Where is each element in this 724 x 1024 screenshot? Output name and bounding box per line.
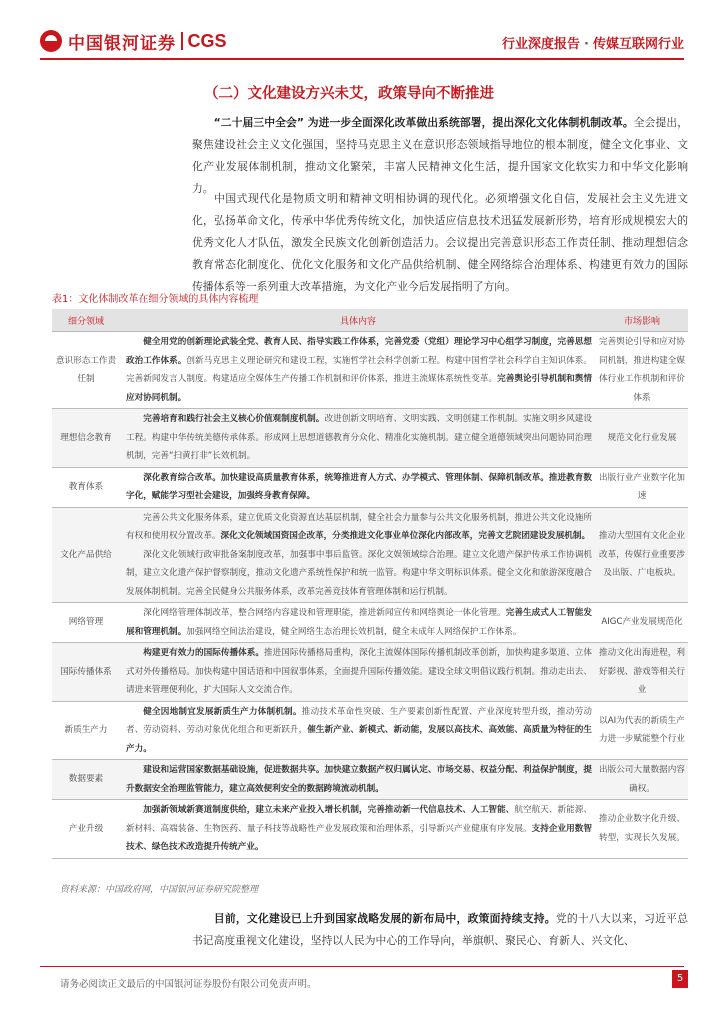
paragraph-1: [192, 112, 688, 200]
table-header-row: [52, 309, 688, 332]
row-area: 理想信念教育: [52, 409, 120, 468]
page-header: [0, 0, 724, 62]
row-impact: 推动企业数字化升级、转型，实现长久发展。: [596, 800, 688, 859]
row-content-text: 深化文化领域行政审批备案制度改革，加强事中事后监管。深化文娱领域综合治理。建立文化遗产保护传承工作协调机制，建立文化遗产保护督察制度，推动文化遗产系统性保护和统一监管。构建中华文明标识体系。健全文化和旅游深度融合发展体制机制。完善全民健身公共服务体系，改革完善竞技体育管理体制和运行机制。: [126, 549, 592, 597]
row-area: 新质生产力: [52, 701, 120, 760]
paragraph-3-body: 党的十八大以来，习近平总书记高度重视文化建设，坚持以人民为中心的工作导向，举旗帜、聚民心、育新人、兴文化、: [192, 912, 688, 947]
row-area: 意识形态工作责任制: [52, 332, 120, 409]
row-content: [120, 760, 596, 800]
row-content-text: 深化网络管理体制改革，整合网络内容建设和管理职能，推进新闻宣传和网络舆论一体化管理。: [143, 608, 506, 618]
page-number: 5: [672, 970, 688, 988]
row-content-text: 航空航天、新能源、新材料、高端装备、生物医药、量子科技等战略性产业发展政策和治理体系，引导新兴产业健康有序发展。: [126, 805, 592, 834]
paragraph-3: [192, 908, 688, 952]
row-impact: 出版行业产业数字化加速: [596, 467, 688, 507]
row-content: [120, 332, 596, 409]
row-impact: 推动文化出海进程，利好影视、游戏等相关行业: [596, 643, 688, 702]
row-content: [120, 507, 596, 603]
row-content-bold: 深化教育综合改革。加快建设高质量教育体系，统筹推进育人方式、办学模式、管理体制、保障机制改革。推进教育数字化，赋能学习型社会建设，加强终身教育保障。: [126, 472, 592, 501]
paragraph-2-body: 中国式现代化是物质文明和精神文明相协调的现代化。必须增强文化自信，发展社会主义先进文化，弘扬革命文化，传承中华优秀传统文化，加快适应信息技术迅猛发展新形势，培育形成规模宏大的优秀文化人才队伍，激发全民族文化创新创造活力。会议提出完善意识形态工作责任制、推动理想信念教育常态化制度化、优化文化服务和文化产品供给机制、健全网络综合治理体系、构建更有效力的国际传播体系等一系列重大改革措施，为文化产业今后发展指明了方向。: [192, 192, 688, 293]
row-content: [120, 603, 596, 643]
row-content-bold: 建设和运营国家数据基础设施，促进数据共享。加快建立数据产权归属认定、市场交易、权益分配、利益保护制度，提升数据安全治理监管能力，建立高效便利安全的数据跨境流动机制。: [126, 765, 592, 794]
table-row: [52, 701, 688, 760]
footer-divider: [40, 966, 684, 967]
row-content-text: 推进国际传播格局重构，深化主流媒体国际传播机制改革创新，加快构建多渠道、立体式对外传播格局。加快构建中国话语和中国叙事体系，全面提升国际传播效能。建设全球文明倡议践行机制。推动走出去、请进来管理便利化，扩大国际人文交流合作。: [126, 648, 592, 695]
row-content-bold: 完善生成式人工智能发展和管理机制。: [126, 608, 592, 637]
row-content-text: 改进创新文明培育、文明实践、文明创建工作机制。实施文明乡风建设工程。构建中华传统美德传承体系。形成网上思想道德教育分众化、精准化实施机制。建立健全道德领域突出问题协同治理机制，完善“扫黄打非”长效机制。: [126, 414, 592, 461]
report-type: 行业深度报告: [502, 37, 581, 52]
row-content-bold: 完善舆论引导机制和舆情应对协同机制。: [126, 374, 592, 403]
row-content-text: 加强网络空间法治建设，健全网络生态治理长效机制，健全未成年人网络保护工作体系。: [186, 626, 522, 637]
table-row: [52, 467, 688, 507]
row-area: 产业升级: [52, 800, 120, 859]
row-impact: 规范文化行业发展: [596, 409, 688, 468]
row-content: [120, 467, 596, 507]
header-separator: ·: [584, 37, 589, 52]
section-title: （二）文化建设方兴未艾，政策导向不断推进: [204, 86, 494, 102]
company-logo: [40, 28, 227, 54]
row-area: 教育体系: [52, 467, 120, 507]
logo-name-cn: 中国银河证券: [68, 33, 176, 54]
row-impact: 完善舆论引导和应对协同机制，推进构建全媒体行业工作机制和评价体系: [596, 332, 688, 409]
row-content-bold: 构建更有效力的国际传播体系。: [143, 648, 265, 658]
report-label: [502, 33, 684, 52]
row-content: [120, 409, 596, 468]
row-content-bold: 完善培育和践行社会主义核心价值观制度机制。: [143, 414, 325, 424]
row-content-text: 完善公共文化服务体系，建立优质文化资源直达基层机制，健全社会力量参与公共文化服务机制，推进公共文化设施所有权和使用权分置改革。: [126, 512, 592, 541]
header-divider: [40, 58, 684, 60]
row-content-text: 创新马克思主义理论研究和建设工程，实施哲学社会科学创新工程。构建中国哲学社会科学自主知识体系。完善新闻发言人制度。构建适应全媒体生产传播工作机制和评价体系，推进主流媒体系统性变革。: [126, 355, 592, 384]
footer-disclaimer: 请务必阅读正文最后的中国银河证券股份有限公司免责声明。: [60, 979, 317, 990]
row-content-text: 推动技术革命性突破、生产要素创新性配置、产业深度转型升级，推动劳动者、劳动资料、劳动对象优化组合和更新跃升，: [126, 706, 592, 735]
row-content-bold: 深化文化领域国资国企改革，分类推进文化事业单位深化内部改革，完善文艺院团建设发展机制。: [220, 531, 591, 541]
row-impact: 推动大型国有文化企业改革，传媒行业重要涉及出版、广电板块。: [596, 507, 688, 603]
paragraph-2: [192, 188, 688, 298]
row-area: 文化产品供给: [52, 507, 120, 603]
table-row: [52, 760, 688, 800]
logo-divider: [181, 32, 183, 50]
logo-name-en: CGS: [187, 30, 227, 51]
table-row: [52, 332, 688, 409]
row-area: 国际传播体系: [52, 643, 120, 702]
table-row: [52, 643, 688, 702]
row-area: 数据要素: [52, 760, 120, 800]
row-content-bold: 支持企业用数智技术、绿色技术改造提升传统产业。: [126, 823, 592, 852]
row-content: [120, 701, 596, 760]
table-row: [52, 800, 688, 859]
logo-mark-icon: [40, 30, 62, 52]
row-content-bold: 催生新产业、新模式、新动能，发展以高技术、高效能、高质量为特征的生产力。: [126, 725, 592, 754]
row-area: 网络管理: [52, 603, 120, 643]
report-industry: 传媒互联网行业: [592, 37, 684, 52]
header-area: 细分领域: [52, 309, 120, 332]
table-row: [52, 409, 688, 468]
header-impact: 市场影响: [596, 309, 688, 332]
paragraph-1-lead: “二十届三中全会” 为进一步全面深化改革做出系统部署，提出深化文化体制机制改革。: [213, 116, 634, 129]
table-source: 资料来源：中国政府网，中国银河证券研究院整理: [60, 885, 259, 895]
row-content: [120, 643, 596, 702]
table-row: [52, 603, 688, 643]
table-caption: 表1：文化体制改革在细分领域的具体内容梳理: [52, 294, 259, 305]
table-row: [52, 507, 688, 603]
row-impact: AIGC产业发展规范化: [596, 603, 688, 643]
row-impact: 出版公司大量数据内容确权。: [596, 760, 688, 800]
reform-table: [52, 309, 688, 859]
paragraph-3-lead: 目前，文化建设已上升到国家战略发展的新布局中，政策面持续支持。: [213, 912, 556, 925]
row-content-bold: 健全用党的创新理论武装全党、教育人民、指导实践工作体系，完善党委（党组）理论学习中心组学习制度，完善思想政治工作体系。: [126, 337, 592, 366]
row-content: [120, 800, 596, 859]
paragraph-1-body: 全会提出，聚焦建设社会主义文化强国，坚持马克思主义在意识形态领域指导地位的根本制度，健全文化事业、文化产业发展体制机制，推动文化繁荣，丰富人民精神文化生活，提升国家文化软实力和中华文化影响力。: [192, 116, 688, 195]
header-content: 具体内容: [120, 309, 596, 332]
row-content-bold: 加强新领域新赛道制度供给，建立未来产业投入增长机制，完善推动新一代信息技术、人工智能、: [143, 805, 515, 815]
row-impact: 以AI为代表的新质生产力进一步赋能整个行业: [596, 701, 688, 760]
row-content-bold: 健全因地制宜发展新质生产力体制机制。: [143, 706, 302, 717]
